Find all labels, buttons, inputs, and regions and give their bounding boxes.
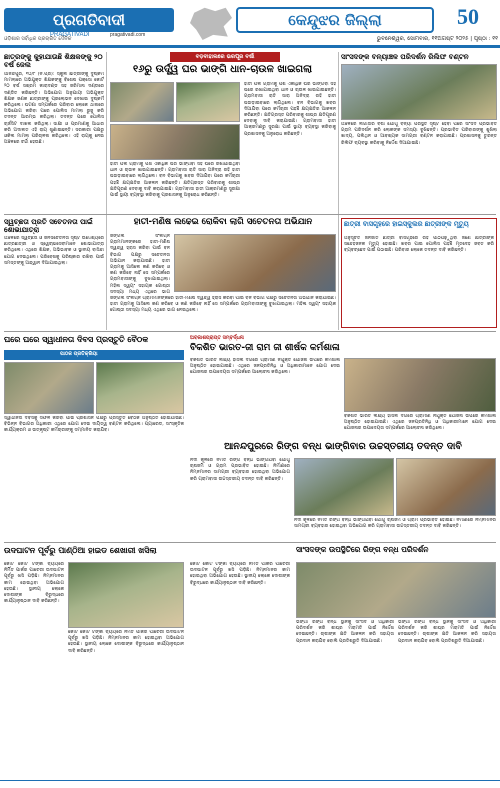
story-body: ଜଙ୍ଗଲ ସଂଲଗ୍ନ ଗ୍ରାମମାନଙ୍କରେ ହାତୀ-ମଣିଷ ଦ୍ୱନ୍ଦ୍ୱ ହ୍ରାସ କରିବା ପାଇଁ ବନ ବିଭାଗ ପକ୍ଷରୁ ସଚେତନତା ଅଭିଯାନ କରାଯାଇଛି। ହାତୀ ଗ୍ରାମକୁ ଆସିଲେ କଣ କରିବେ ଓ କଣ କରିବେ ନାହିଁ ସେ ସମ୍ପର୍କରେ ଗ୍ରାମବାସୀଙ୍କୁ ବୁଝାଯାଇଥିଲା। ମହିଳା ସ୍ୱୟଂ ସହାୟକ ଗୋଷ୍ଠୀ ସଦସ୍ୟା ମଧ୍ୟ ଏଥିରେ ଭାଗ ନେଇଥିଲେ। (110, 296, 336, 314)
story-headline: ଆନନ୍ଦପୁରରେ ରିଙ୍ଗ ବନ୍ଧ ଭାଙ୍ଗିବାର ଉଚ୍ଚସ୍ତରୀୟ ତଦନ୍ତ ଦାବି (224, 441, 462, 452)
lead-headline: ୧୬ରୁ ଉର୍ଦ୍ଧ୍ୱ ଘର ଭାଙ୍ଗି ଧାନ-ଚାଉଳ ଖାଇଗଲା (133, 64, 312, 75)
news-photo (96, 362, 184, 414)
story-body: ଅଞ୍ଚଳରେ ସ୍ୱଚ୍ଛତା ଓ ଜନସଚେତନତା ସୃଷ୍ଟି ଉଦ୍ଦେଶ୍ୟରେ ଛାତ୍ରଛାତ୍ରୀ ଓ ସ୍ୱେଚ୍ଛାସେବୀମାନେ ଶୋଭାଯାତ୍ରା କରିଥିଲେ। ଏଥିରେ ଶିକ୍ଷକ, ଅଭିଭାବକ ଓ ସ୍ଥାନୀୟ ବାସିନ୍ଦା ଯୋଗ ଦେଇଥିଲେ। ପରିବେଶକୁ ପରିଷ୍କାର ରଖିବା ପାଇଁ ସମସ୍ତଙ୍କୁ ଆହ୍ୱାନ ଦିଆଯାଇଥିଲା। (4, 236, 104, 266)
story-headline: ବିକଶିତ ଭାରତ-ଜୀ ରାମ ଜୀ ଶୀର୍ଷକ କର୍ମଶାଳା (190, 343, 340, 353)
story-body: ହାତୀ ପଲ ଗ୍ରାମକୁ ପଶି ଏକାଧିକ ଘର ଭାଙ୍ଗିବା ସହ ଘରେ ରଖାଯାଇଥିବା ଧାନ ଓ ଚାଉଳ ଖାଇଯାଇଛନ୍ତି। ଗ୍ରାମବାସୀ ରାତି ସାରା ଅନିଦ୍ରା ରହି ହାତୀ ଘଉଡ଼ାଇବାରେ ଲାଗିଥିଲେ। ବନ ବିଭାଗକୁ ଖବର ଦିଆଯିବା ପରେ କର୍ମଚାରୀ ପହଞ୍ଚି କ୍ଷୟକ୍ଷତିର ଆକଳନ କରିଛନ୍ତି। କ୍ଷତିଗ୍ରସ୍ତ ପରିବାରକୁ ଶୀଘ୍ର କ୍ଷତିପୂରଣ ଦେବାକୁ ଦାବି କରାଯାଇଛି। ଗ୍ରାମବାସୀ ହାତୀ ଆକ୍ରମଣରୁ ସୁରକ୍ଷା ପାଇଁ ସ୍ଥାୟୀ ବ୍ୟବସ୍ଥା କରିବାକୁ ପ୍ରଶାସନକୁ ଅନୁରୋଧ କରିଛନ୍ତି। (244, 82, 336, 137)
story-headline: ଛାତ୍ରଙ୍କୁ କୁହାଯାଉଛି ଶିକ୍ଷକଙ୍କୁ ୨୦ ବର୍ଷ ଜେଲ (4, 53, 103, 70)
news-photo (396, 458, 496, 516)
story-body: ବିକଶିତ ଭାରତ ଲକ୍ଷ୍ୟ ହାସଲ ଦିଗରେ ଗ୍ରାମୀଣ ନିଯୁକ୍ତି ଯୋଜନା ଉପରେ କର୍ମଶାଳା ଅନୁଷ୍ଠିତ ହୋଇଯାଇଛି। ଏଥିରେ ଜନପ୍ରତିନିଧି ଓ ଅଧିକାରୀମାନେ ଯୋଗ ଦେଇ ଯୋଜନାର ଉପାଦେୟତା ସମ୍ପର୍କରେ ଆଲୋଚନା କରିଥିଲେ। (190, 358, 340, 376)
news-photo (4, 362, 94, 414)
story-headline: ଘରେ ଘରେ ସ୍ୱାଧୀନତା ଦିବସ ପ୍ରସ୍ତୁତି ବୈଠକ (4, 335, 149, 344)
column-rule (106, 52, 107, 330)
story-body: ଜଙ୍ଗଲ ସଂଲଗ୍ନ ଗ୍ରାମମାନଙ୍କରେ ହାତୀ-ମଣିଷ ଦ୍ୱନ୍ଦ୍ୱ ହ୍ରାସ କରିବା ପାଇଁ ବନ ବିଭାଗ ପକ୍ଷରୁ ସଚେତନତା ଅଭିଯାନ କରାଯାଇଛି। ହାତୀ ଗ୍ରାମକୁ ଆସିଲେ କଣ କରିବେ ଓ କଣ କରିବେ ନାହିଁ ସେ ସମ୍ପର୍କରେ ଗ୍ରାମବାସୀଙ୍କୁ ବୁଝାଯାଇଥିଲା। ମହିଳା ସ୍ୱୟଂ ସହାୟକ ଗୋଷ୍ଠୀ ସଦସ୍ୟା ମଧ୍ୟ ଏଥିରେ ଭାଗ (110, 234, 170, 294)
logo-subtitle: PRAGATIVADI (50, 32, 90, 38)
story-body: କୋଟି କୋଟି ଟଙ୍କା ବ୍ୟୟରେ ନିର୍ମିତ ପାର୍କର ପାଚେରୀ ଉଦଘାଟନ ପୂର୍ବରୁ ଖସି ପଡ଼ିଛି। ନିମ୍ନମାନର କାମ ହୋଇଥିବା ଅଭିଯୋଗ ହେଉଛି। ସ୍ଥାନୀୟ ଲୋକେ ଦୋଷୀଙ୍କ ବିରୁଦ୍ଧରେ କାର୍ଯ୍ୟାନୁଷ୍ଠାନ ଦାବି କରିଛନ୍ତି। (4, 562, 64, 605)
news-photo (294, 458, 394, 516)
story-kicker: ବଡ଼ବାହାଲରେ ଭରପୂର ବର୍ଷା (170, 52, 280, 62)
story-body: ଅନୁସୂଚିତ ଜନଜାତି ଛାତ୍ରୀ ବାସଗୃହରେ ରହି ପାଠପଢ଼ୁଥିବା ଜଣେ ଛାତ୍ରୀଙ୍କ ସନ୍ଦେହଜନକ ମୃତ୍ୟୁ ହୋଇଛି। ଖବର ପାଇ ପୋଲିସ ପହଞ୍ଚି ମୃତଦେହ ଜବତ କରି ବ୍ୟବଚ୍ଛେଦ ପାଇଁ ପଠାଇଛି। ପରିବାର ଲୋକେ ତଦନ୍ତ ଦାବି କରିଛନ୍ତି। (344, 236, 494, 254)
story-body: ବିକଶିତ ଭାରତ ଲକ୍ଷ୍ୟ ହାସଲ ଦିଗରେ ଗ୍ରାମୀଣ ନିଯୁକ୍ତି ଯୋଜନା ଉପରେ କର୍ମଶାଳା ଅନୁଷ୍ଠିତ ହୋଇଯାଇଛି। ଏଥିରେ ଜନପ୍ରତିନିଧି ଓ ଅଧିକାରୀମାନେ ଯୋଗ ଦେଇ ଯୋଜନାର ଉପାଦେୟତା ସମ୍ପର୍କରେ ଆଲୋଚନା କରିଥିଲେ। (344, 414, 496, 432)
story-kicker: ଅବକାଶପ୍ରାପ୍ତ ସମ୍ବର୍ଦ୍ଧନା (190, 335, 244, 341)
page-footer (0, 780, 500, 788)
story-body: ଭଙ୍ଗା ରିଙ୍ଗ ବନ୍ଧ ସ୍ଥାନକୁ ସାଂସଦ ଓ ଅଧିକାରୀ ପରିଦର୍ଶନ କରି ଶୀଘ୍ର ମରାମତି ପାଇଁ ନିର୍ଦ୍ଦେଶ ଦେଇଛନ୍ତି। ଚାଷୀଙ୍କ କ୍ଷତି ଆକଳନ କରି ସହାୟତା ପ୍ରଦାନ କରାଯିବ ବୋଲି ପ୍ରତିଶ୍ରୁତି ଦିଆଯାଇଛି। (296, 620, 394, 644)
section-divider (4, 331, 496, 332)
news-photo (176, 82, 240, 122)
story-body: ଆନନ୍ଦପୁର, ୧୦/୮ (ନି.ପ୍ର): ସ୍କୁଲ ଛାତ୍ରୀଙ୍କୁ ଦୁଷ୍କର୍ମ ମାମଲାରେ ଅଭିଯୁକ୍ତ ଶିକ୍ଷକଙ୍କୁ ବିଶେଷ ପକ୍ସୋ କୋର୍ଟ ୨୦ ବର୍ଷ ସଶ୍ରମ କାରାଦଣ୍ଡ ସହ ଜରିମାନା ଦଣ୍ଡରେ ଦଣ୍ଡିତ କରିଛନ୍ତି। ଅଭିଯୋଗ ଅନୁଯାୟୀ ଅଭିଯୁକ୍ତ ଶିକ୍ଷକ ଜଣକ ଛାତ୍ରୀଙ୍କୁ ପ୍ରଲୋଭନ ଦେଖାଇ ଦୁଷ୍କର୍ମ କରିଥିଲେ। ଘଟଣା ସମ୍ପର୍କରେ ପରିବାର ଲୋକେ ଥାନାରେ ଅଭିଯୋଗ କରିବା ପରେ ପୋଲିସ ମାମଲା ରୁଜୁ କରି ତଦନ୍ତ ଆରମ୍ଭ କରିଥିଲା। ତଦନ୍ତ ପରେ ପୋଲିସ ଚାର୍ଜସିଟ ଦାଖଲ କରିଥିଲା। ସାକ୍ଷୀ ଓ ପ୍ରମାଣକୁ ଆଧାର କରି ଅଦାଲତ ଏହି ରାୟ ଶୁଣାଇଛନ୍ତି। ସରକାରୀ ପକ୍ଷରୁ ଓକିଲ ମାମଲା ପରିଚାଳନା କରିଥିଲେ। ଏହି ରାୟକୁ ନେଇ ଅଞ୍ଚଳରେ ଚର୍ଚ୍ଚା ହେଉଛି। (4, 72, 104, 146)
section-divider (4, 214, 496, 215)
news-photo (341, 64, 497, 120)
story-body: କୋଟି କୋଟି ଟଙ୍କା ବ୍ୟୟରେ ନିର୍ମିତ ପାର୍କର ପାଚେରୀ ଉଦଘାଟନ ପୂର୍ବରୁ ଖସି ପଡ଼ିଛି। ନିମ୍ନମାନର କାମ ହୋଇଥିବା ଅଭିଯୋଗ ହେଉଛି। ସ୍ଥାନୀୟ ଲୋକେ ଦୋଷୀଙ୍କ ବିରୁଦ୍ଧରେ କାର୍ଯ୍ୟାନୁଷ୍ଠାନ ଦାବି କରିଛନ୍ତି। (190, 562, 290, 586)
story-headline: ସାଂସଦଙ୍କ ଉପସ୍ଥିତିରେ ରିଙ୍ଗ ବନ୍ଧ ପରିଦର୍ଶନ (296, 545, 429, 554)
story-headline: ସ୍ୱଚ୍ଛତା ପ୍ରତି ସଚେତନତା ପାଇଁ ଶୋଭାଯାତ୍ରା (4, 218, 93, 235)
feature-label: ପାଠକ ପ୍ରତିକ୍ରିୟା (60, 351, 98, 357)
story-headline: ହାତୀ-ମଣିଷ ଲଢେଇ ରୋକିବା ଲାଗି ସଚେତନତା ଅଭିଯାନ (133, 217, 313, 227)
district-title: କେନ୍ଦୁଝର ଜିଲ୍ଲା (236, 7, 434, 33)
story-body: ଅଞ୍ଚଳରେ ଲଗାତାର ବର୍ଷା ଯୋଗୁଁ ବନ୍ୟା ପରିସ୍ଥିତି ସୃଷ୍ଟି ହେବା ପରେ ସାଂସଦ ପ୍ରଭାବିତ ଗ୍ରାମ ପରିଦର୍ଶନ କରି ଲୋକଙ୍କ ସମସ୍ୟା ବୁଝିଛନ୍ତି। ପ୍ରଭାବିତ ପରିବାରଙ୍କୁ ଶୁଖିଲା ଖାଦ୍ୟ, ପଲିଥିନ ଓ ଆବଶ୍ୟକ ସାମଗ୍ରୀ ବଣ୍ଟନ କରାଯାଇଛି। ପ୍ରଶାସନକୁ ତୁରନ୍ତ ରିଲିଫ ବ୍ୟବସ୍ଥା କରିବାକୁ ନିର୍ଦ୍ଦେଶ ଦିଆଯାଇଛି। (341, 122, 497, 146)
story-headline: ଛାତ୍ରୀ ବାସଗୃହରେ ହାଇସ୍କୁଲର ଛାତ୍ରୀଙ୍କ ମୃତ୍ୟୁ (344, 220, 469, 228)
story-body: ନଦୀ କୂଳରେ ନିର୍ମିତ ରିଙ୍ଗ ବନ୍ଧ ଭାଙ୍ଗିଯିବା ଯୋଗୁଁ ଚାଷଜମି ଓ ଗ୍ରାମ ପ୍ରଭାବିତ ହୋଇଛି। ନିର୍ମାଣରେ ନିମ୍ନମାନର ସାମଗ୍ରୀ ବ୍ୟବହାର ହୋଇଥିବା ଅଭିଯୋଗ କରି ଗ୍ରାମବାସୀ ଉଚ୍ଚସ୍ତରୀୟ ତଦନ୍ତ ଦାବି କରିଛନ୍ତି। (190, 458, 290, 482)
story-body: କୋଟି କୋଟି ଟଙ୍କା ବ୍ୟୟରେ ନିର୍ମିତ ପାର୍କର ପାଚେରୀ ଉଦଘାଟନ ପୂର୍ବରୁ ଖସି ପଡ଼ିଛି। ନିମ୍ନମାନର କାମ ହୋଇଥିବା ଅଭିଯୋଗ ହେଉଛି। ସ୍ଥାନୀୟ ଲୋକେ ଦୋଷୀଙ୍କ ବିରୁଦ୍ଧରେ କାର୍ଯ୍ୟାନୁଷ୍ଠାନ ଦାବି କରିଛନ୍ତି। (68, 630, 184, 654)
section-divider (4, 542, 496, 543)
news-photo (110, 124, 240, 160)
story-headline: ସାଂସଦଙ୍କ ବନ୍ୟାଞ୍ଚଳ ପରିଦର୍ଶନ ରିଲିଫ ବଣ୍ଟନ (341, 53, 469, 61)
tagline: ଓଡ଼ିଶାର ସର୍ବାଧିକ ପ୍ରଚାରିତ ଦୈନିକ (4, 36, 72, 42)
news-photo (110, 82, 174, 122)
story-body: ନଦୀ କୂଳରେ ନିର୍ମିତ ରିଙ୍ଗ ବନ୍ଧ ଭାଙ୍ଗିଯିବା ଯୋଗୁଁ ଚାଷଜମି ଓ ଗ୍ରାମ ପ୍ରଭାବିତ ହୋଇଛି। ନିର୍ମାଣରେ ନିମ୍ନମାନର ସାମଗ୍ରୀ ବ୍ୟବହାର ହୋଇଥିବା ଅଭିଯୋଗ କରି ଗ୍ରାମବାସୀ ଉଚ୍ଚସ୍ତରୀୟ ତଦନ୍ତ ଦାବି କରିଛନ୍ତି। (294, 518, 496, 530)
newspaper-logo: ପ୍ରଗତିବାଦୀ (4, 8, 174, 32)
story-body: ହାତୀ ପଲ ଗ୍ରାମକୁ ପଶି ଏକାଧିକ ଘର ଭାଙ୍ଗିବା ସହ ଘରେ ରଖାଯାଇଥିବା ଧାନ ଓ ଚାଉଳ ଖାଇଯାଇଛନ୍ତି। ଗ୍ରାମବାସୀ ରାତି ସାରା ଅନିଦ୍ରା ରହି ହାତୀ ଘଉଡ଼ାଇବାରେ ଲାଗିଥିଲେ। ବନ ବିଭାଗକୁ ଖବର ଦିଆଯିବା ପରେ କର୍ମଚାରୀ ପହଞ୍ଚି କ୍ଷୟକ୍ଷତିର ଆକଳନ କରିଛନ୍ତି। କ୍ଷତିଗ୍ରସ୍ତ ପରିବାରକୁ ଶୀଘ୍ର କ୍ଷତିପୂରଣ ଦେବାକୁ ଦାବି କରାଯାଇଛି। ଗ୍ରାମବାସୀ ହାତୀ ଆକ୍ରମଣରୁ ସୁରକ୍ଷା ପାଇଁ ସ୍ଥାୟୀ ବ୍ୟବସ୍ଥା କରିବାକୁ ପ୍ରଶାସନକୁ ଅନୁରୋଧ କରିଛନ୍ତି। (110, 162, 240, 199)
website-label: pragativadi.com (110, 32, 146, 38)
dateline: ଭୁବନେଶ୍ୱର, ସୋମବାର, ୧୧ଅଗଷ୍ଟ ୨୦୨୫ | ପୃଷ୍ଠା : ୧୧ (376, 36, 498, 42)
column-rule (338, 52, 339, 330)
story-body: ସ୍ୱାଧୀନତା ଦିବସକୁ ସଫଳ କରିବା ପାଇଁ ପ୍ରଶାସନ ପକ୍ଷରୁ ପ୍ରସ୍ତୁତି ବୈଠକ ଅନୁଷ୍ଠିତ ହୋଇଯାଇଛି। ବିଭିନ୍ନ ବିଭାଗର ଅଧିକାରୀ ଏଥିରେ ଯୋଗ ଦେଇ ଦାୟିତ୍ୱ ବଣ୍ଟନ କରିଥିଲେ। ପ୍ୟାରେଡ, ସାଂସ୍କୃତିକ କାର୍ଯ୍ୟକ୍ରମ ଓ ଉତ୍କୃଷ୍ଟ କର୍ମଚାରୀଙ୍କୁ ସମ୍ମାନିତ କରାଯିବ। (4, 416, 184, 434)
news-photo (174, 234, 336, 292)
anniversary-logo: 50 (457, 4, 479, 29)
story-body: ଭଙ୍ଗା ରିଙ୍ଗ ବନ୍ଧ ସ୍ଥାନକୁ ସାଂସଦ ଓ ଅଧିକାରୀ ପରିଦର୍ଶନ କରି ଶୀଘ୍ର ମରାମତି ପାଇଁ ନିର୍ଦ୍ଦେଶ ଦେଇଛନ୍ତି। ଚାଷୀଙ୍କ କ୍ଷତି ଆକଳନ କରି ସହାୟତା ପ୍ରଦାନ କରାଯିବ ବୋଲି ପ୍ରତିଶ୍ରୁତି ଦିଆଯାଇଛି। (398, 620, 496, 644)
news-photo (296, 562, 496, 618)
news-photo (68, 562, 184, 628)
story-headline: ଉଦଘାଟନ ପୂର୍ବରୁ ପାଣ୍ଠିଆ ହାଇଡ ଶେଖାରୀ ଖସିଲା (4, 546, 157, 555)
news-photo (344, 358, 496, 412)
